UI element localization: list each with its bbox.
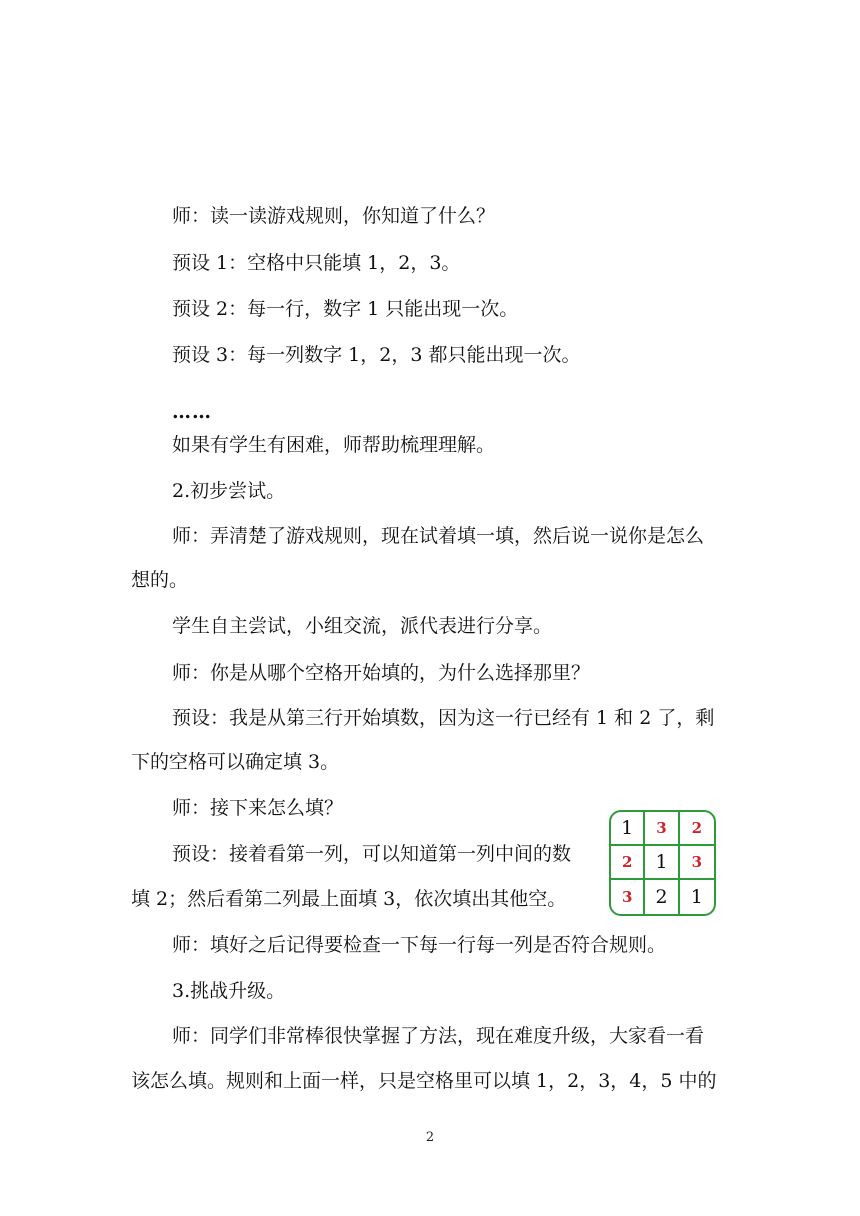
paragraph-line: 预设 1：空格中只能填 1，2，3。	[172, 252, 461, 274]
ellipsis-line: ……	[172, 401, 212, 423]
paragraph-line: 师：同学们非常棒很快掌握了方法，现在难度升级，大家看一看	[172, 1025, 705, 1047]
paragraph-line: 想的。	[131, 569, 189, 591]
section-heading: 3.挑战升级。	[172, 980, 286, 1002]
paragraph-line: 师：填好之后记得要检查一下每一行每一列是否符合规则。	[172, 934, 667, 956]
puzzle-cell-given: 1	[645, 846, 679, 880]
puzzle-cell-filled: 3	[645, 812, 679, 846]
puzzle-cell-filled: 2	[611, 846, 645, 880]
paragraph-line: 师：接下来怎么填？	[172, 797, 344, 819]
puzzle-cell-filled: 2	[680, 812, 714, 846]
paragraph-line: 预设：我是从第三行开始填数，因为这一行已经有 1 和 2 了，剩	[172, 707, 715, 729]
page-number: 2	[425, 1130, 435, 1145]
paragraph-line: 填 2；然后看第二列最上面填 3，依次填出其他空。	[131, 888, 567, 910]
paragraph-line: 下的空格可以确定填 3。	[131, 751, 340, 773]
paragraph-line: 预设 2：每一行，数字 1 只能出现一次。	[172, 298, 519, 320]
puzzle-cell-given: 2	[645, 880, 679, 914]
paragraph-line: 师：读一读游戏规则，你知道了什么？	[172, 205, 496, 227]
paragraph-line: 该怎么填。规则和上面一样，只是空格里可以填 1，2，3，4，5 中的	[131, 1070, 717, 1092]
puzzle-cell-given: 1	[611, 812, 645, 846]
paragraph-line: 师：弄清楚了游戏规则，现在试着填一填，然后说一说你是怎么	[172, 525, 705, 547]
paragraph-line: 预设：接着看第一列，可以知道第一列中间的数	[172, 843, 572, 865]
puzzle-cell-given: 1	[690, 886, 703, 908]
paragraph-line: 预设 3：每一列数字 1，2，3 都只能出现一次。	[172, 344, 581, 366]
puzzle-cell-filled: 3	[611, 880, 645, 914]
paragraph-line: 如果有学生有困难，师帮助梳理理解。	[172, 434, 496, 456]
sudoku-puzzle-grid	[609, 810, 716, 916]
section-heading: 2.初步尝试。	[172, 480, 286, 502]
paragraph-line: 师：你是从哪个空格开始填的，为什么选择那里？	[172, 662, 591, 684]
paragraph-line: 学生自主尝试，小组交流，派代表进行分享。	[172, 615, 553, 637]
puzzle-cell-filled: 3	[680, 846, 714, 880]
